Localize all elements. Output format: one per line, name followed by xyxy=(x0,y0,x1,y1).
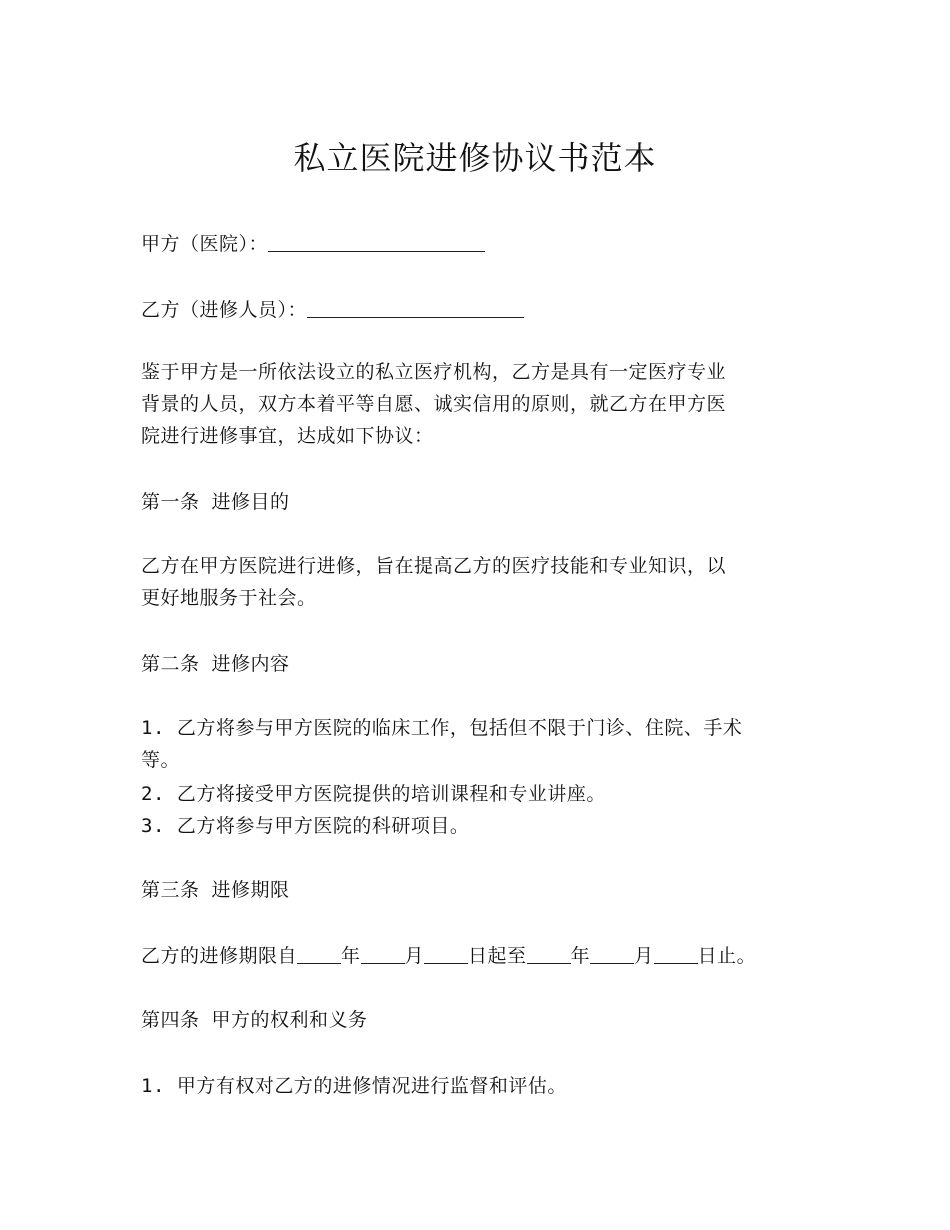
preamble-line: 院进行进修事宜，达成如下协议： xyxy=(141,425,434,447)
article2-heading: 第二条 进修内容 xyxy=(141,653,290,675)
party-b-label: 乙方（进修人员）： xyxy=(141,299,308,321)
article1-line: 更好地服务于社会。 xyxy=(141,587,317,609)
document-title: 私立医院进修协议书范本 xyxy=(293,139,657,177)
month-label: 月 xyxy=(404,945,425,967)
end-month-blank[interactable] xyxy=(590,943,634,964)
article2-item: 2. 乙方将接受甲方医院提供的培训课程和专业讲座。 xyxy=(141,783,606,805)
year-label: 年 xyxy=(570,945,591,967)
party-a-label: 甲方（医院）： xyxy=(141,233,269,255)
period-prefix: 乙方的进修期限自 xyxy=(141,945,298,967)
party-a-blank[interactable] xyxy=(268,231,485,252)
article2-item: 1. 乙方将参与甲方医院的临床工作，包括但不限于门诊、住院、手术 xyxy=(141,717,743,739)
month-label: 月 xyxy=(634,945,654,967)
preamble-line: 背景的人员，双方本着平等自愿、诚实信用的原则，就乙方在甲方医 xyxy=(141,393,727,415)
article2-item: 3. 乙方将参与甲方医院的科研项目。 xyxy=(141,815,470,837)
party-b-line xyxy=(141,294,813,326)
party-a-line xyxy=(141,228,813,260)
end-year-blank[interactable] xyxy=(527,943,571,964)
year-label: 年 xyxy=(341,945,361,967)
article1-heading: 第一条 进修目的 xyxy=(141,491,290,513)
article2-item: 等。 xyxy=(141,749,181,771)
article3-heading: 第三条 进修期限 xyxy=(141,879,290,901)
day-to-label: 日止。 xyxy=(697,945,757,967)
start-year-blank[interactable] xyxy=(297,943,341,964)
day-from-label: 日起至 xyxy=(468,945,527,967)
article1-line: 乙方在甲方医院进行进修，旨在提高乙方的医疗技能和专业知识，以 xyxy=(141,555,727,577)
start-day-blank[interactable] xyxy=(424,943,468,964)
end-day-blank[interactable] xyxy=(654,943,698,964)
start-month-blank[interactable] xyxy=(361,943,405,964)
preamble-line: 鉴于甲方是一所依法设立的私立医疗机构，乙方是具有一定医疗专业 xyxy=(141,361,727,383)
party-b-blank[interactable] xyxy=(307,297,524,318)
article4-item: 1. 甲方有权对乙方的进修情况进行监督和评估。 xyxy=(141,1075,567,1097)
article3-period-line xyxy=(141,940,813,972)
article4-heading: 第四条 甲方的权利和义务 xyxy=(141,1009,368,1031)
